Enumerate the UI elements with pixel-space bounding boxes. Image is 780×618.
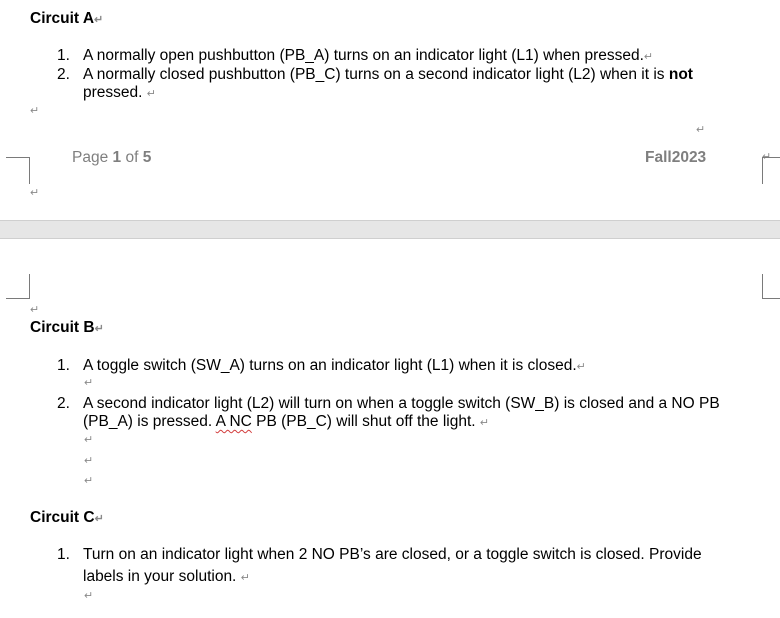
footer-term: Fall2023 — [645, 149, 707, 166]
list-number: 2. — [57, 66, 70, 83]
circuit-c-heading: Circuit C↵ — [30, 509, 104, 526]
list-item-text-cont: labels in your solution. ↵ — [83, 568, 250, 585]
list-item-text: A normally open pushbutton (PB_A) turns on an indicator light (L1) when pressed.↵ — [83, 47, 654, 64]
list-number: 1. — [57, 47, 70, 64]
paragraph-mark: ↵ — [94, 323, 104, 335]
paragraph-mark: ↵ — [240, 572, 250, 584]
circuit-b-heading: Circuit B↵ — [30, 319, 104, 336]
list-item-text-cont: (PB_A) is pressed. A NC PB (PB_C) will shut off the light. ↵ — [83, 413, 490, 430]
list-item-text: A second indicator light (L2) will turn on when a toggle switch (SW_B) is closed and a NO PB — [83, 395, 720, 412]
list-number: 2. — [57, 395, 70, 412]
list-number: 1. — [57, 357, 70, 374]
paragraph-mark: ↵ — [94, 14, 104, 26]
paragraph-mark: ↵ — [94, 513, 104, 525]
paragraph-mark: ↵ — [84, 475, 94, 487]
crop-mark — [6, 157, 30, 184]
list-item-text: A toggle switch (SW_A) turns on an indicator light (L1) when it is closed.↵ — [83, 357, 586, 374]
paragraph-mark: ↵ — [84, 434, 94, 446]
paragraph-mark: ↵ — [576, 361, 586, 373]
list-item-text: Turn on an indicator light when 2 NO PB’s are closed, or a toggle switch is closed. Provide — [83, 546, 702, 563]
paragraph-mark: ↵ — [84, 590, 94, 602]
crop-mark — [762, 157, 780, 184]
crop-mark — [762, 274, 780, 299]
paragraph-mark: ↵ — [84, 455, 94, 467]
list-number: 1. — [57, 546, 70, 563]
list-item-text: A normally closed pushbutton (PB_C) turns on a second indicator light (L2) when it is not — [83, 66, 693, 83]
page-break-gap — [0, 220, 780, 239]
paragraph-mark: ↵ — [479, 417, 490, 429]
paragraph-mark: ↵ — [30, 105, 40, 117]
paragraph-mark: ↵ — [84, 377, 94, 389]
crop-mark — [6, 274, 30, 299]
paragraph-mark: ↵ — [30, 304, 40, 316]
paragraph-mark: ↵ — [30, 187, 40, 199]
paragraph-mark: ↵ — [696, 124, 706, 136]
spelling-mark: A NC — [215, 413, 252, 430]
paragraph-mark: ↵ — [146, 88, 156, 100]
paragraph-mark: ↵ — [762, 151, 772, 163]
page-number-footer: Page 1 of 5 — [72, 149, 152, 166]
paragraph-mark: ↵ — [643, 51, 654, 63]
circuit-a-heading: Circuit A↵ — [30, 10, 104, 27]
list-item-text-cont: pressed. ↵ — [83, 84, 156, 101]
